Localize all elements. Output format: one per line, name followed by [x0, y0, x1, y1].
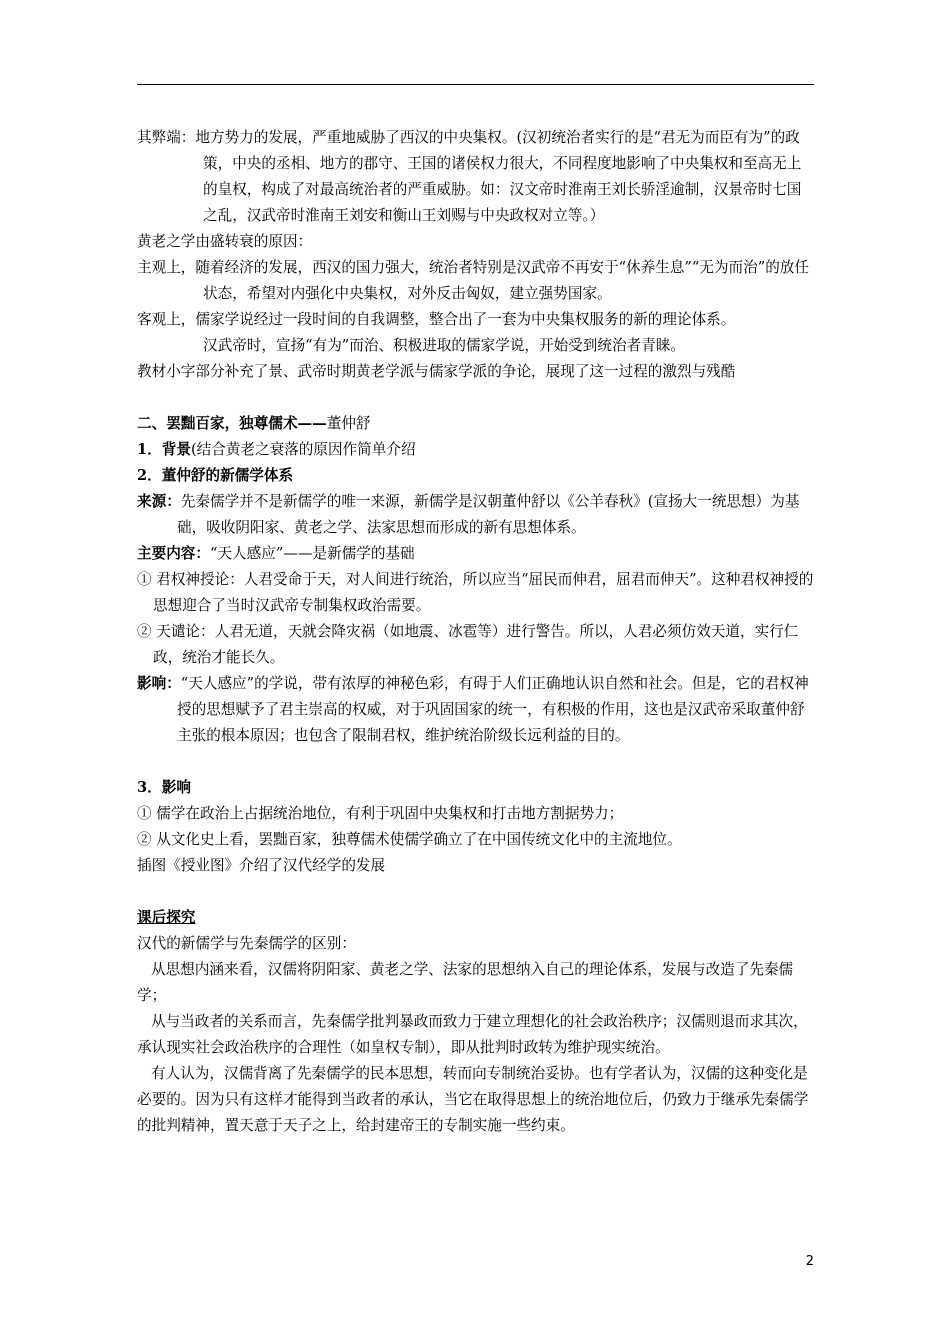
spacer	[137, 879, 814, 905]
source-text: 先秦儒学并不是新儒学的唯一来源，新儒学是汉朝董仲舒以《公羊春秋》(宣扬大一统思想）为基础，吸收阴阳家、黄老之学、法家思想而形成的新有思想体系。	[177, 493, 800, 536]
after-class-paragraph-1: 从思想内涵来看，汉儒将阴阳家、黄老之学、法家的思想纳入自己的理论体系，发展与改造了先秦儒学；	[137, 961, 794, 1004]
section2-heading	[137, 411, 814, 437]
decline-objective: 客观上，儒家学说经过一段时间的自我调整，整合出了一套为中央集权服务的新的理论体系。	[137, 311, 736, 328]
after-class-paragraph-3: 有人认为，汉儒背离了先秦儒学的民本思想，转而向专制统治妥协。也有学者认为，汉儒的这种变化是必要的。因为只有这样才能得到当政者的承认，当它在取得思想上的统治地位后，仍致力于继承先秦儒学的批判精神，置天意于天子之上，给封建帝王的专制实施一些约束。	[137, 1065, 809, 1134]
main-item-2: ② 天谴论：人君无道，天就会降灾祸（如地震、冰雹等）进行警告。所以，人君必须仿效天道，实行仁政，统治才能长久。	[137, 623, 799, 666]
system-heading: 2．董仲舒的新儒学体系	[137, 467, 294, 484]
drawback-paragraph	[137, 125, 814, 229]
impact-paragraph	[137, 671, 814, 749]
header-rule	[137, 84, 814, 85]
source-paragraph	[137, 489, 814, 541]
after-class-title: 课后探究	[137, 909, 196, 926]
decline-title: 黄老之学由盛转衰的原因：	[137, 233, 313, 250]
page-content	[137, 125, 814, 1139]
decline-subjective: 主观上，随着经济的发展，西汉的国力强大，统治者特别是汉武帝不再安于“休养生息”“无为而治”的放任状态，希望对内强化中央集权，对外反击匈奴，建立强势国家。	[137, 259, 809, 302]
spacer	[137, 385, 814, 411]
section3-item-2: ② 从文化史上看，罢黜百家，独尊儒术使儒学确立了在中国传统文化中的主流地位。	[137, 831, 682, 848]
section3-item-1: ① 儒学在政治上占据统治地位，有利于巩固中央集权和打击地方割据势力；	[137, 805, 624, 822]
decline-wudi: 汉武帝时，宣扬“有为”而治、积极进取的儒家学说，开始受到统治者青睐。	[203, 337, 685, 354]
page-number: 2	[805, 1254, 814, 1269]
main-content-label: 主要内容：	[137, 545, 210, 562]
decline-textbook: 教材小字部分补充了景、武帝时期黄老学派与儒家学派的争论，展现了这一过程的激烈与残酷	[137, 363, 736, 380]
source-label: 来源：	[137, 493, 181, 510]
section2-heading-text: 二、罢黜百家，独尊儒术——	[137, 415, 327, 432]
main-content-text: “天人感应”——是新儒学的基础	[209, 545, 415, 562]
drawback-text: 地方势力的发展，严重地威胁了西汉的中央集权。(汉初统治者实行的是“君无为而臣有为”的政策，中央的丞相、地方的郡守、王国的诸侯权力很大，不同程度地影响了中央集权和至高无上的皇权，构成了对最高统治者的严重威胁。如：汉文帝时淮南王刘长骄淫逾制，汉景帝时七国之乱，汉武帝时淮南王刘安和衡山王刘赐与中央政权对立等。）	[195, 129, 802, 224]
impact-label: 影响：	[137, 675, 181, 692]
illustration-note: 插图《授业图》介绍了汉代经学的发展	[137, 857, 386, 874]
main-item-1: ① 君权神授论：人君受命于天，对人间进行统治，所以应当“屈民而伸君，屈君而伸天”。这种君权神授的思想迎合了当时汉武帝专制集权政治需要。	[137, 571, 814, 614]
background-label: 1．背景	[137, 441, 191, 458]
drawback-label: 其弊端：	[137, 129, 196, 146]
impact-text: “天人感应”的学说，带有浓厚的神秘色彩，有碍于人们正确地认识自然和社会。但是，它的君权神授的思想赋予了君主崇高的权威，对于巩固国家的统一，有积极的作用，这也是汉武帝采取董仲舒主张的根本原因；也包含了限制君权，维护统治阶级长远利益的目的。	[177, 675, 809, 744]
after-class-question: 汉代的新儒学与先秦儒学的区别：	[137, 935, 356, 952]
background-text: (结合黄老之衰落的原因作简单介绍	[190, 441, 416, 458]
background-line	[137, 437, 814, 463]
spacer	[137, 749, 814, 775]
main-content-line	[137, 541, 814, 567]
section2-heading-name: 董仲舒	[326, 415, 371, 432]
after-class-paragraph-2: 从与当政者的关系而言，先秦儒学批判暴政而致力于建立理想化的社会政治秩序；汉儒则退而求其次，承认现实社会政治秩序的合理性（如皇权专制），即从批判时政转为维护现实统治。	[137, 1013, 808, 1056]
section3-heading: 3．影响	[137, 779, 191, 796]
